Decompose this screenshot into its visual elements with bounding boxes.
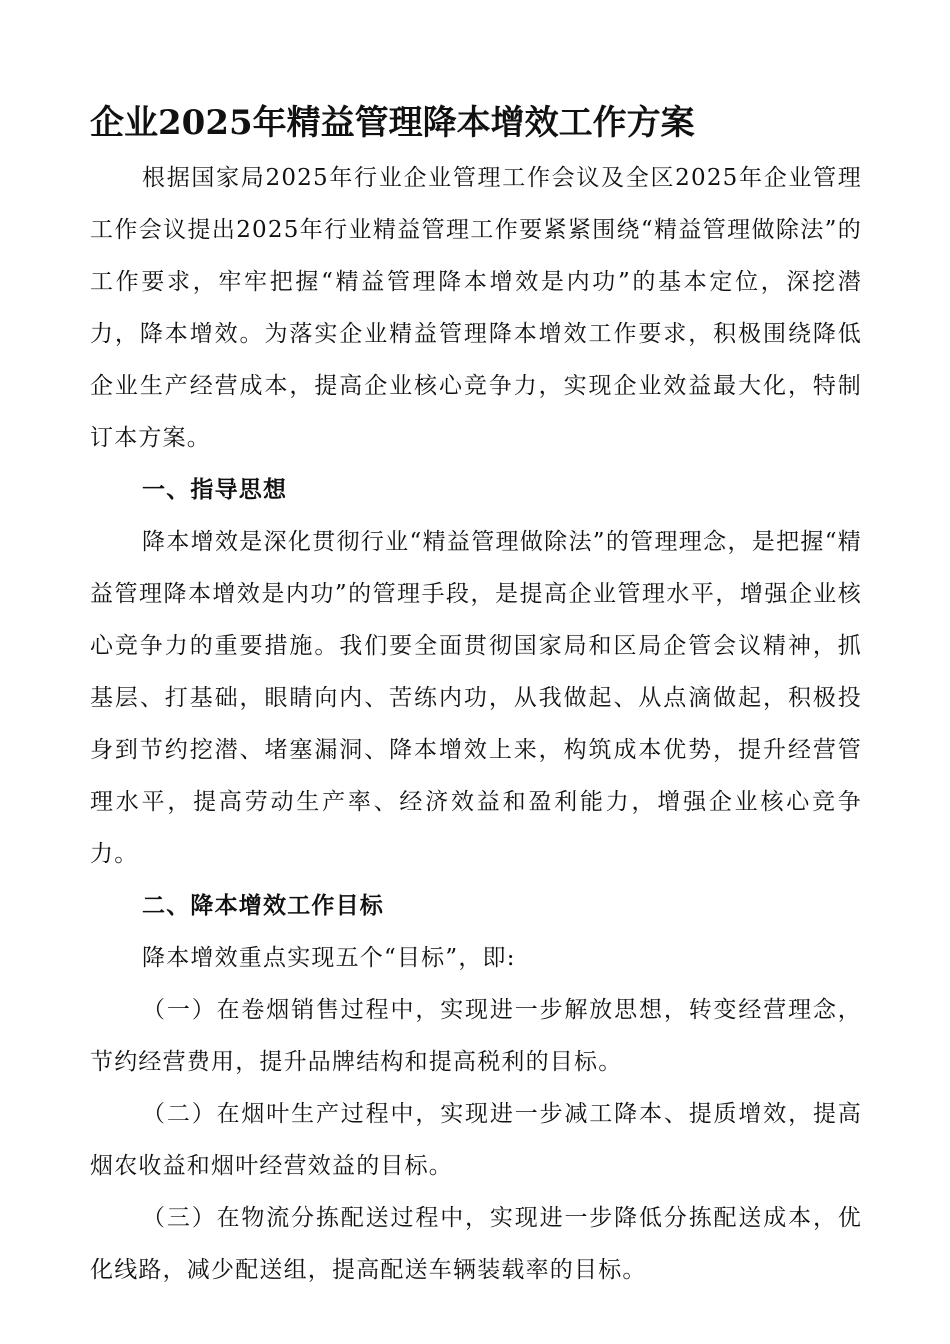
document-title: 企业2025年精益管理降本增效工作方案 — [90, 103, 695, 143]
section-2-lead: 降本增效重点实现五个“目标”，即: — [142, 945, 516, 971]
goal-3-paragraph: （三）在物流分拣配送过程中，实现进一步降低分拣配送成本，优化线路，减少配送组，提高配送车辆装载率的目标。 — [90, 1205, 862, 1283]
goal-1-paragraph: （一）在卷烟销售过程中，实现进一步解放思想，转变经营理念，节约经营费用，提升品牌结构和提高税利的目标。 — [90, 997, 862, 1075]
document-page — [90, 98, 862, 1296]
section-1-heading: 一、指导思想 — [142, 476, 288, 503]
section-1-paragraph: 降本增效是深化贯彻行业“精益管理做除法”的管理理念，是把握“精益管理降本增效是内功”的管理手段，是提高企业管理水平，增强企业核心竞争力的重要措施。我们要全面贯彻国家局和区局企管会议精神，抓基层、打基础，眼睛向内、苦练内功，从我做起、从点滴做起，积极投身到节约挖潜、堵塞漏洞、降本增效上来，构筑成本优势，提升经营管理水平，提高劳动生产率、经济效益和盈利能力，增强企业核心竞争力。 — [90, 529, 862, 867]
section-2-heading: 二、降本增效工作目标 — [142, 892, 384, 919]
goal-2-paragraph: （二）在烟叶生产过程中，实现进一步减工降本、提质增效，提高烟农收益和烟叶经营效益的目标。 — [90, 1101, 862, 1179]
intro-paragraph: 根据国家局2025年行业企业管理工作会议及全区2025年企业管理工作会议提出2025年行业精益管理工作要紧紧围绕“精益管理做除法”的工作要求，牢牢把握“精益管理降本增效是内功”的基本定位，深挖潜力，降本增效。为落实企业精益管理降本增效工作要求，积极围绕降低企业生产经营成本，提高企业核心竞争力，实现企业效益最大化，特制订本方案。 — [90, 165, 862, 451]
